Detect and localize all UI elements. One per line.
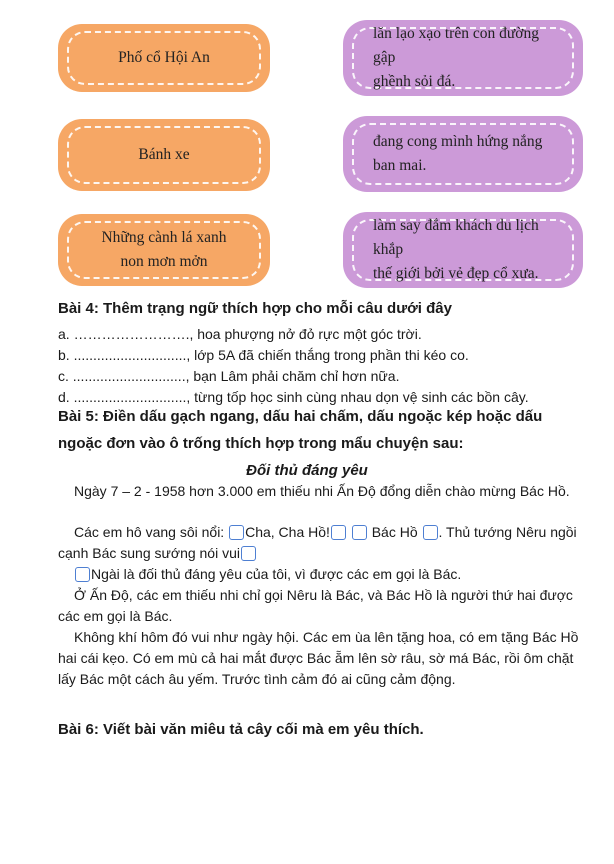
bai4-item-d: d. ............................., từng tốp học sinh cùng nhau dọn vệ sinh các bồn cây. bbox=[58, 389, 529, 405]
card-text: Bánh xe bbox=[138, 146, 190, 163]
story-paragraph-2: Các em hô vang sôi nổi: Cha, Cha Hồ! Bác Hồ . Thủ tướng Nêru ngồi cạnh Bác sung sướng nói vui bbox=[58, 524, 577, 561]
blank-box-6[interactable] bbox=[75, 567, 90, 582]
blank-box-2[interactable] bbox=[331, 525, 346, 540]
blank-box-1[interactable] bbox=[229, 525, 244, 540]
blank-box-4[interactable] bbox=[423, 525, 438, 540]
card-text: non mơn mởn bbox=[120, 253, 208, 270]
card-text: Phố cổ Hội An bbox=[118, 49, 210, 66]
bai4-item-c: c. ............................., bạn Lâm phải chăm chỉ hơn nữa. bbox=[58, 368, 400, 384]
card-text: lăn lạo xạo trên con đường gập bbox=[373, 25, 539, 66]
card-text: thế giới bởi vẻ đẹp cổ xưa. bbox=[373, 265, 539, 282]
card-left-3[interactable] bbox=[58, 214, 270, 286]
card-right-1[interactable] bbox=[343, 20, 583, 96]
story-title: Đối thủ đáng yêu bbox=[246, 462, 368, 479]
story-paragraph-5: Không khí hôm đó vui như ngày hội. Các em ùa lên tặng hoa, có em tặng Bác Hồ hai cái kẹo. Có em mù cả hai mắt được Bác ẵm lên sờ râu, sờ má Bác, rồi ôm chặt lấy Bác một cách âu yếm. Trước tình cảm đó ai cũng cảm động. bbox=[58, 629, 579, 687]
bai4-title: Bài 4: Thêm trạng ngữ thích hợp cho mỗi câu dưới đây bbox=[58, 300, 452, 317]
story-paragraph-4: Ở Ấn Độ, các em thiếu nhi chỉ gọi Nêru là Bác, và Bác Hồ là người thứ hai được các em gọi là Bác. bbox=[58, 587, 573, 624]
card-text: đang cong mình hứng nắng bbox=[373, 133, 543, 150]
story-paragraph-3: Ngài là đối thủ đáng yêu của tôi, vì được các em gọi là Bác. bbox=[58, 564, 588, 585]
card-text: Những cành lá xanh bbox=[101, 229, 227, 246]
card-left-1[interactable] bbox=[58, 24, 270, 92]
card-right-2[interactable] bbox=[343, 116, 583, 192]
card-right-3[interactable] bbox=[343, 212, 583, 288]
bai5-title-line2: ngoặc đơn vào ô trống thích hợp trong mẩu chuyện sau: bbox=[58, 435, 464, 452]
card-text: ban mai. bbox=[373, 157, 427, 174]
card-left-2[interactable] bbox=[58, 119, 270, 191]
bai4-item-a: a. ……………………., hoa phượng nở đỏ rực một góc trời. bbox=[58, 326, 422, 342]
blank-box-3[interactable] bbox=[352, 525, 367, 540]
story-paragraph-1: Ngày 7 – 2 - 1958 hơn 3.000 em thiếu nhi Ấn Độ đổng diễn chào mừng Bác Hồ. bbox=[74, 483, 570, 499]
bai4-item-b: b. ............................., lớp 5A đã chiến thắng trong phần thi kéo co. bbox=[58, 347, 469, 363]
bai6-title: Bài 6: Viết bài văn miêu tả cây cối mà em yêu thích. bbox=[58, 721, 424, 738]
bai5-title-line1: Bài 5: Điền dấu gạch ngang, dấu hai chấm, dấu ngoặc kép hoặc dấu bbox=[58, 408, 543, 425]
blank-box-5[interactable] bbox=[241, 546, 256, 561]
card-text: làm say đắm khách du lịch khắp bbox=[373, 217, 539, 258]
card-text: ghềnh sỏi đá. bbox=[373, 73, 456, 90]
